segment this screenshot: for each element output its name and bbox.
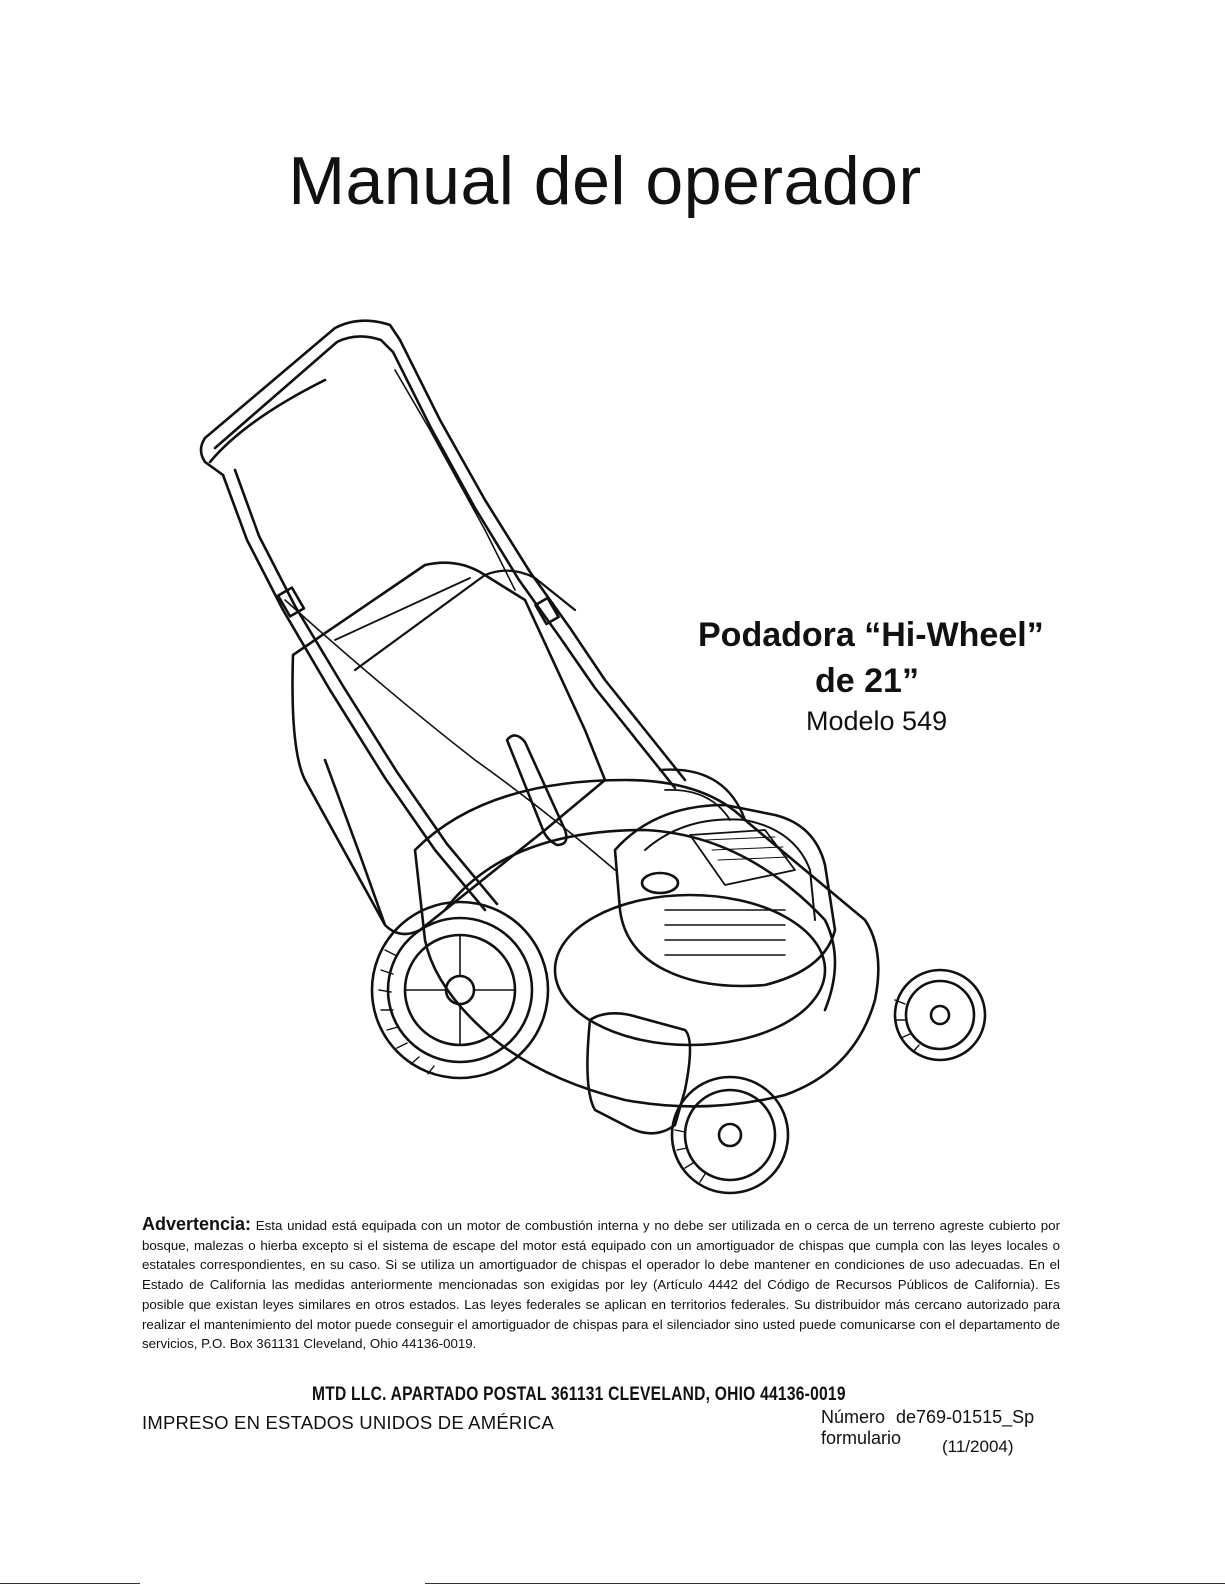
form-number-label-line1: Número xyxy=(821,1407,886,1427)
model-number: Modelo 549 xyxy=(806,706,948,736)
form-number: de769-01515_Sp xyxy=(896,1407,1035,1427)
warning-label: Advertencia: xyxy=(142,1214,252,1234)
product-name-line1: Podadora “Hi-Wheel” xyxy=(698,616,1044,654)
printed-in-notice: IMPRESO EN ESTADOS UNIDOS DE AMÉRICA xyxy=(142,1412,554,1433)
form-number-label-line2: formulario xyxy=(821,1428,902,1448)
product-name xyxy=(660,612,1090,704)
company-address: MTD LLC. APARTADO POSTAL 361131 CLEVELAND, OHIO 44136-0019 xyxy=(312,1384,846,1405)
warning-text: Esta unidad está equipada con un motor de combustión interna y no debe ser utilizada en o cerca de un terreno agreste cubierto por bosque, malezas o hierba excepto si el sistema de escape del motor está equipado con un amortiguador de chispas que cumpla con las leyes locales o estatales correspondientes, en su caso. Si se utiliza un amortiguador de chispas el operador lo debe mantener en condiciones de uso adecuadas. En el Estado de California las medidas anteriormente mencionadas son exigidas por ley (Artículo 4442 del Código de Recursos Públicos de California). Es posible que existan leyes similares en otros estados. Las leyes federales se aplican en territorios federales. Su distribuidor más cercano autorizado para realizar el mantenimiento del motor puede conseguir el amortiguador de chispas para el silenciador sino usted puede comunicarse con el departamento de servicios, P.O. Box 361131 Cleveland, Ohio 44136-0019. xyxy=(142,1218,1060,1352)
lawn-mower-illustration xyxy=(185,310,995,1210)
bottom-rule-right xyxy=(425,1583,1225,1584)
bottom-rule-left xyxy=(0,1583,140,1584)
warning-paragraph xyxy=(142,1215,1060,1354)
form-date: (11/2004) xyxy=(942,1437,1014,1456)
product-name-line2: de 21” xyxy=(815,662,919,700)
document-title: Manual del operador xyxy=(288,143,922,219)
